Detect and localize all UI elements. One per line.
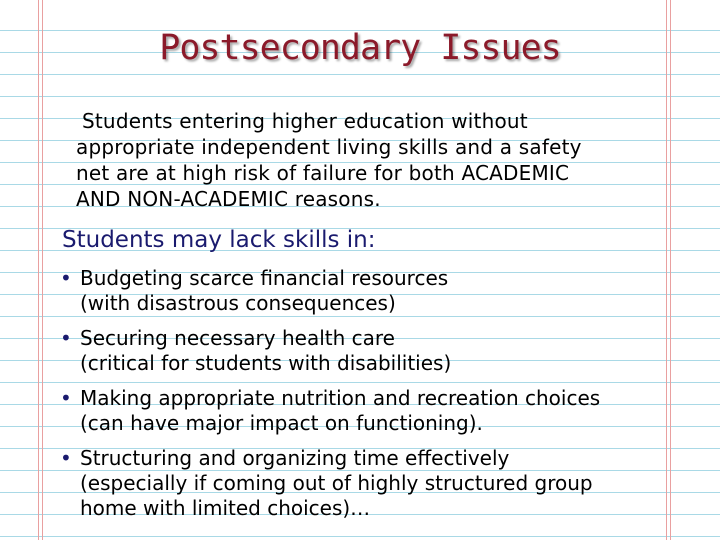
- bullet-subtext: (especially if coming out of highly structured group: [80, 471, 593, 495]
- list-item: [60, 386, 670, 436]
- slide-title: Postsecondary Issues: [159, 28, 561, 68]
- bullet-subtext: home with limited choices)…: [80, 496, 371, 520]
- intro-paragraph: [76, 108, 672, 212]
- intro-line: net are at high risk of failure for both ACADEMIC: [76, 161, 570, 185]
- intro-line: Students entering higher education without: [82, 109, 528, 133]
- intro-line: appropriate independent living skills and a safety: [76, 135, 582, 159]
- notebook-margin-line-left: [38, 0, 39, 540]
- bullet-subtext: (critical for students with disabilities): [80, 351, 452, 375]
- bullet-icon: •: [60, 266, 72, 290]
- bullet-subtext: (can have major impact on functioning).: [80, 411, 483, 435]
- skills-bullet-list: [60, 266, 670, 531]
- bullet-icon: •: [60, 446, 72, 470]
- notebook-margin-line-left-inner: [42, 0, 43, 540]
- intro-line: AND NON-ACADEMIC reasons.: [76, 187, 381, 211]
- bullet-text: Structuring and organizing time effectively: [80, 446, 510, 470]
- bullet-text: Making appropriate nutrition and recreation choices: [80, 386, 601, 410]
- notebook-margin-line-right: [670, 0, 671, 540]
- bullet-icon: •: [60, 326, 72, 350]
- list-item: [60, 326, 670, 376]
- list-item: [60, 266, 670, 316]
- bullet-text: Budgeting scarce financial resources: [80, 266, 449, 290]
- bullet-icon: •: [60, 386, 72, 410]
- title-container: [0, 28, 720, 68]
- list-item: [60, 446, 670, 521]
- bullet-text: Securing necessary health care: [80, 326, 395, 350]
- bullet-subtext: (with disastrous consequences): [80, 291, 396, 315]
- subheading: Students may lack skills in:: [62, 227, 376, 253]
